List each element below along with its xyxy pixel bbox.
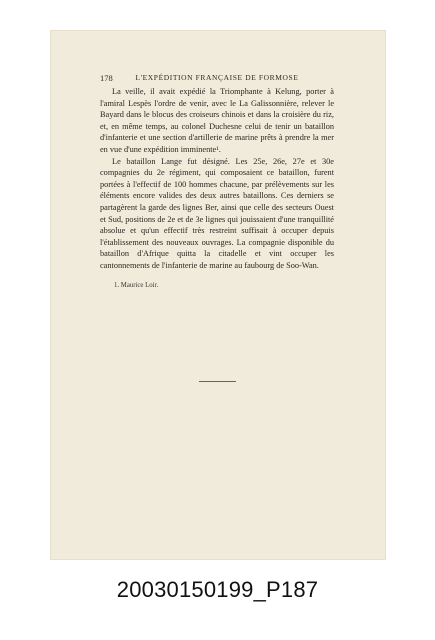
page-number: 178 (100, 73, 113, 83)
paragraph: La veille, il avait expédié la Triomphante à Kelung, porter à l'amiral Lespès l'ordre de venir, avec le La Galissonnière, relever le Bayard dans le blocus des croiseurs chinois et dans la croisière du riz, et, en même temps, au colonel Duchesne celui de tenir un bataillon d'infanterie et une section d'artillerie de marine prêts à prendre la mer en vue d'une expédition imminente¹. (100, 87, 334, 154)
footnote: 1. Maurice Loir. (114, 282, 159, 289)
section-rule (199, 381, 236, 382)
paragraph: Le bataillon Lange fut désigné. Les 25e, 26e, 27e et 30e compagnies du 2e régiment, qui composaient ce bataillon, furent portées à l'effectif de 100 hommes chacune, par prélèvements sur les éléments encore valides des deux autres bataillons. Ces derniers se partagèrent la garde des lignes Ber, ainsi que celle des secteurs Ouest et Sud, positions de 2e et de 3e lignes qui jouissaient d'une tranquillité absolue et qu'un effectif très restreint suffisait à occuper depuis l'établissement des nouveaux ouvrages. La compagnie disponible du bataillon d'Afrique quitta la citadelle et vint occuper les cantonnements de l'infanterie de marine au faubourg de Soo-Wan. (100, 156, 334, 270)
book-page (50, 30, 386, 560)
running-head: L'EXPÉDITION FRANÇAISE DE FORMOSE (135, 73, 299, 82)
top-margin-mark: · · · · · · · · · · · · · · · (186, 39, 250, 44)
image-caption: 20030150199_P187 (116, 577, 319, 602)
page-body (100, 86, 334, 272)
